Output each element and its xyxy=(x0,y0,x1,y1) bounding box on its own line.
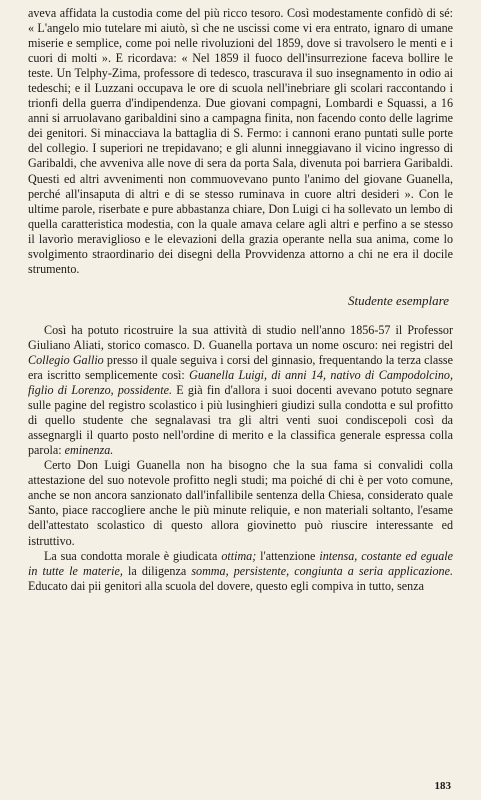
text-run: Così ha potuto ricostruire la sua attività di studio nell'anno 1856-57 il Professor Giuliano Aliati, storico comasco. D. Guanella portava un nome oscuro: nei registri del xyxy=(28,322,453,352)
text-run: presso il quale seguiva i corsi del ginnasio, frequentando la terza classe era iscritto semplicemente così: xyxy=(28,352,453,382)
italic-run: ottima; xyxy=(221,548,257,563)
page-number: 183 xyxy=(434,780,451,792)
italic-run: Collegio Gallio xyxy=(28,352,104,367)
text-run: l'attenzione xyxy=(256,548,320,563)
paragraph-opening: aveva affidata la custodia come del più ricco tesoro. Così modestamente confidò di sé: « L'angelo mio tutelare mi aiutò, sì che ne uscissi come vi era entrato, ignaro di umane miserie e semplice, come poi nelle rivoluzioni del 1859, dove si travolsero le menti e i cuori di molti ». E ricordava: « Nel 1859 il fuoco dell'insurrezione faceva bollire le teste. Un Telphy-Zima, professore di tedesco, trascurava il suo insegnamento in odio ai tedeschi; e il Luzzani occupava le ore di scuola nell'inebriare gli scolari raccontando i trionfi della guerra d'indipendenza. Due giovani compagni, Lombardi e Squassi, a 16 anni si arruolavano garibaldini sino a campagna finita, non facendo conto delle lagrime dei genitori. Si minacciava la battaglia di S. Fermo: i cannoni erano puntati sulle porte del collegio. I superiori ne trepidavano; e gli alunni inneggiavano il vicino ingresso di Garibaldi, che avveniva alle nove di sera da porta Sala, divenuta poi barriera Garibaldi. Questi ed altri avvenimenti non commuovevano punto l'animo del giovane Guanella, perché all'insaputa di altri e di se stesso ruminava in cuore altri desideri ». Con le ultime parole, riserbate e pure abbastanza chiare, Don Luigi ci ha sollevato un lembo di quella caratteristica modestia, con la quale amava celare agli altri e perfino a se stesso il lavorìo meraviglioso e le elevazioni della grazia operante nella sua anima, come lo svolgimento straordinario dei disegni della Provvidenza attorno a chi ne era il docile strumento. xyxy=(28,6,453,276)
paragraph-studies xyxy=(28,323,453,458)
text-run: E già fin d'allora i suoi docenti avevano potuto segnare sulle pagine del registro scolastico i più lusinghieri giudizi sulla condotta e sul profitto di quello studente che segnalavasi tra gli altri venti suoi condiscepoli così da assegnargli il quarto posto nell'ordine di merito e la classifica generale espressa colla parola: xyxy=(28,383,453,458)
italic-run: intensa, costante ed eguale in tutte le materie, xyxy=(28,548,453,578)
text-run: Educato dai pii genitori alla scuola del dovere, questo egli compiva in tutto, senza xyxy=(28,578,424,593)
italic-run: eminenza. xyxy=(64,443,114,458)
italic-run: somma, persistente, congiunta a seria applicazione. xyxy=(191,563,453,578)
text-run: La sua condotta morale è giudicata xyxy=(44,548,222,563)
section-heading: Studente esemplare xyxy=(348,292,449,308)
paragraph-fame: Certo Don Luigi Guanella non ha bisogno che la sua fama si convalidi colla attestazione del suo notevole profitto negli studi; ma poiché di chi è per voto comune, anche se non ancora sanzionato dall'infallibile sentenza della Chiesa, considerato quale Santo, piace raccogliere anche le più minute reliquie, e non materiali soltanto, l'esame dell'attestato scolastico di questo allora giovinetto può riuscire interessante ed istruttivo. xyxy=(28,458,453,548)
text-run: la diligenza xyxy=(122,563,192,578)
italic-run: Guanella Luigi, di anni 14, nativo di Campodolcino, figlio di Lorenzo, possidente. xyxy=(28,367,453,398)
paragraph-conduct xyxy=(28,549,453,594)
